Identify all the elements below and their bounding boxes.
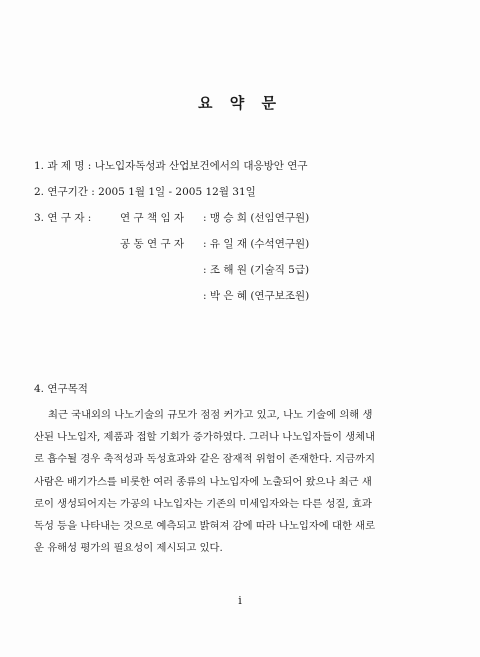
co-investigator-3: : 박 은 혜 (연구보조원) [203, 290, 310, 302]
section-paragraph [34, 404, 434, 559]
researchers-row [34, 210, 91, 225]
paragraph-line: 운 유해성 평가의 필요성이 제시되고 있다. [34, 542, 223, 555]
page-number: i [238, 594, 242, 607]
principal-investigator-name: : 맹 승 희 (선임연구원) [203, 212, 310, 224]
research-period-value: 2005 1월 1일 - 2005 12월 31일 [98, 186, 256, 198]
paragraph-line: 사람은 배기가스를 비롯한 여러 종류의 나노입자에 노출되어 왔으나 최근 새 [34, 475, 372, 488]
paragraph-line: 독성 등을 나타내는 것으로 예측되고 밝혀져 감에 따라 나노입자에 대한 새로 [34, 520, 376, 533]
co-investigator-role: 공 동 연 구 자 [120, 238, 185, 250]
paragraph-line: 로 흡수될 경우 축적성과 독성효과와 같은 잠재적 위험이 존재한다. 지금까지 [34, 453, 376, 466]
researchers-label: 3. 연 구 자 : [34, 212, 92, 224]
co-investigator-1: : 유 일 재 (수석연구원) [203, 238, 310, 250]
research-period-row [34, 184, 256, 199]
section-heading: 4. 연구목적 [34, 383, 88, 395]
paragraph-line: 로이 생성되어지는 가공의 나노입자는 기존의 미세입자와는 다른 성질, 효과 [34, 497, 372, 510]
paragraph-line: 산된 나노입자, 제품과 접할 기회가 증가하였다. 그러나 나노입자들이 생체내 [34, 431, 376, 444]
research-period-label: 2. 연구기간 : [34, 186, 99, 198]
project-title-row [34, 158, 308, 173]
principal-investigator-role: 연 구 책 임 자 [120, 212, 185, 224]
project-title-value: 나노입자독성과 산업보건에서의 대응방안 연구 [94, 160, 308, 172]
project-title-label: 1. 과 제 명 : [34, 160, 95, 172]
co-investigator-2: : 조 해 원 (기술직 5급) [203, 264, 310, 276]
page-title: 요 약 문 [198, 94, 282, 112]
paragraph-line: 최근 국내외의 나노기술의 규모가 점점 커가고 있고, 나노 기술에 의해 생 [48, 409, 373, 421]
